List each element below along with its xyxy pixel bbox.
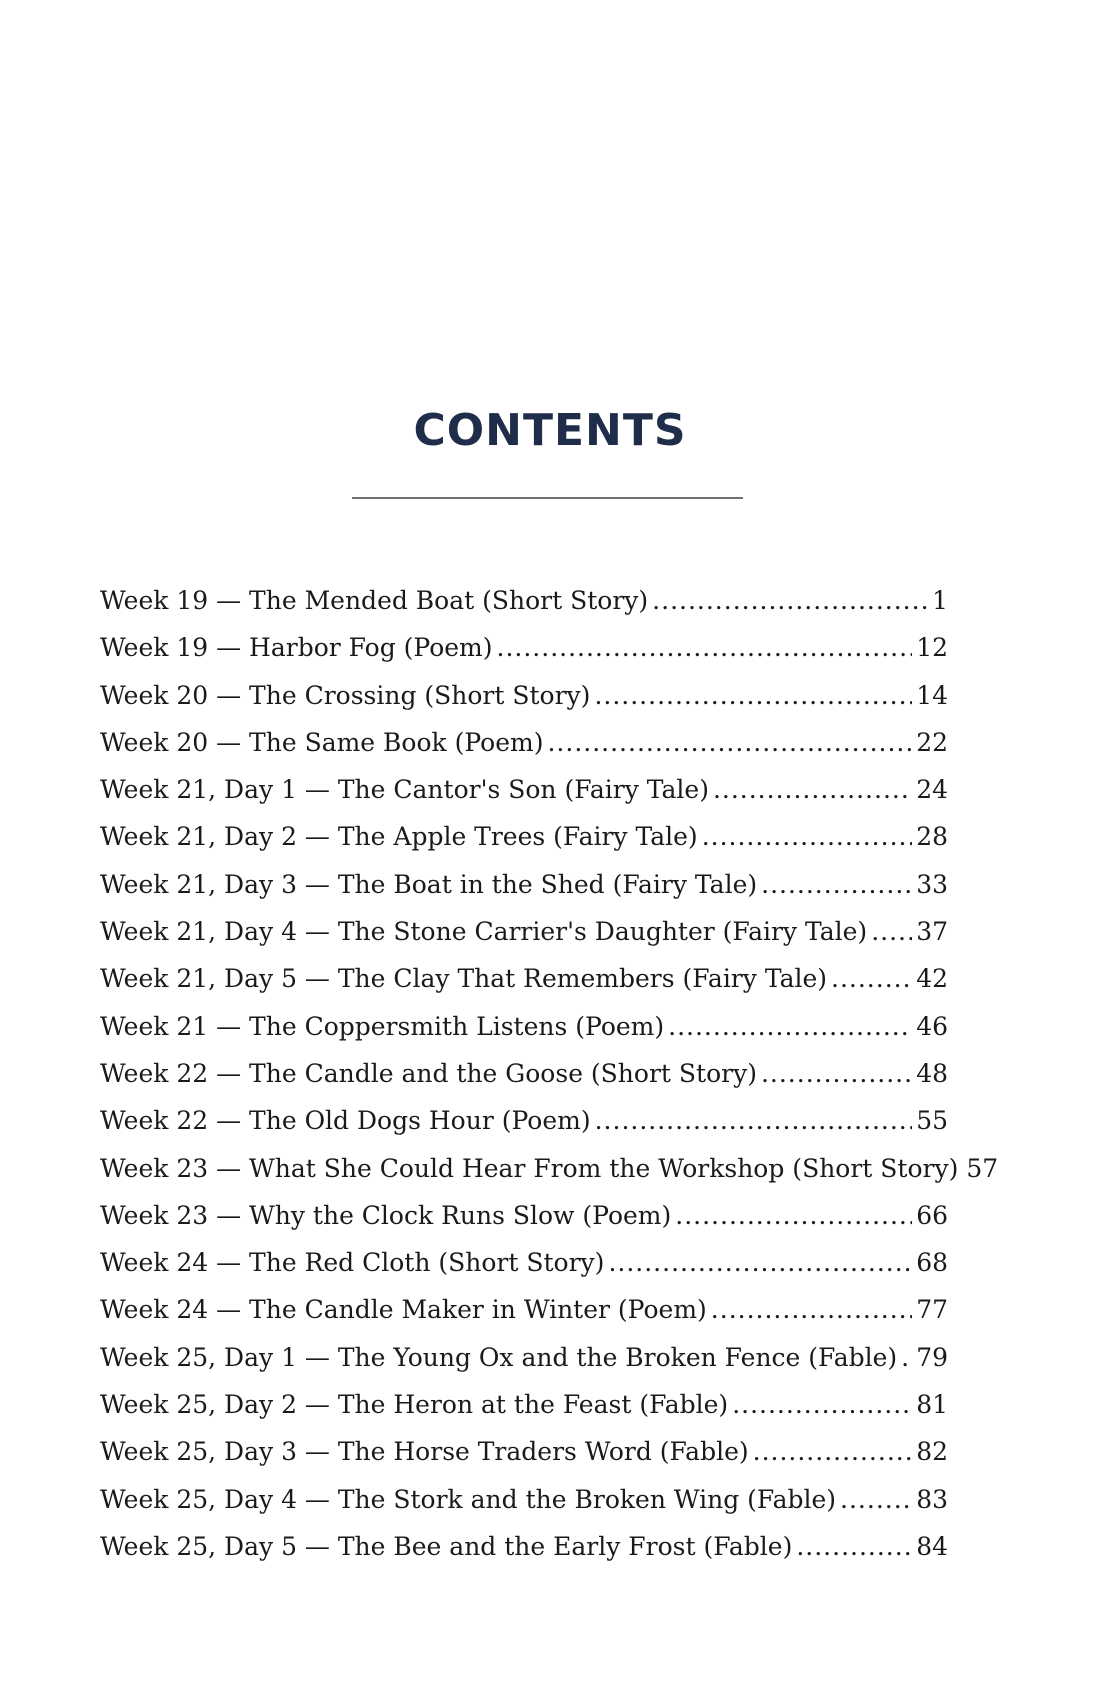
toc-dot-leader bbox=[732, 1381, 912, 1428]
toc-entry-title: Week 21, Day 5 — The Clay That Remembers (Fairy Tale) bbox=[100, 964, 828, 994]
toc-dot-leader bbox=[713, 766, 912, 813]
toc-entry[interactable] bbox=[100, 1381, 948, 1428]
toc-entry-title: Week 24 — The Red Cloth (Short Story) bbox=[100, 1248, 605, 1278]
toc-entry-title: Week 25, Day 4 — The Stork and the Broken Wing (Fable) bbox=[100, 1484, 837, 1514]
toc-entry-title: Week 21 — The Coppersmith Listens (Poem) bbox=[100, 1011, 665, 1041]
toc-entry[interactable] bbox=[100, 1192, 948, 1239]
toc-entry-page-number: 14 bbox=[916, 680, 948, 710]
toc-entry-page-number: 28 bbox=[916, 822, 948, 852]
toc-entry[interactable] bbox=[100, 1003, 948, 1050]
toc-entry-title: Week 21, Day 3 — The Boat in the Shed (Fairy Tale) bbox=[100, 869, 758, 899]
toc-entry-page-number: 84 bbox=[916, 1531, 948, 1561]
toc-entry-page-number: 77 bbox=[916, 1295, 948, 1325]
toc-entry-title: Week 22 — The Old Dogs Hour (Poem) bbox=[100, 1106, 591, 1136]
toc-entry-title: Week 22 — The Candle and the Goose (Short Story) bbox=[100, 1058, 757, 1088]
toc-entry-title: Week 25, Day 2 — The Heron at the Feast (Fable) bbox=[100, 1390, 729, 1420]
toc-dot-leader bbox=[711, 1286, 912, 1333]
toc-entry[interactable] bbox=[100, 1286, 948, 1333]
toc-entry-page-number: 82 bbox=[916, 1437, 948, 1467]
toc-dot-leader bbox=[761, 861, 912, 908]
toc-entry-title: Week 25, Day 1 — The Young Ox and the Broken Fence (Fable) bbox=[100, 1342, 898, 1372]
toc-entry[interactable] bbox=[100, 1097, 948, 1144]
toc-entry[interactable] bbox=[100, 1145, 999, 1192]
toc-entry-page-number: 55 bbox=[916, 1106, 948, 1136]
toc-entry-title: Week 25, Day 3 — The Horse Traders Word (Fable) bbox=[100, 1437, 749, 1467]
toc-entry[interactable] bbox=[100, 624, 948, 671]
toc-entry-title: Week 20 — The Crossing (Short Story) bbox=[100, 680, 591, 710]
toc-entry[interactable] bbox=[100, 861, 948, 908]
toc-entry-page-number: 79 bbox=[916, 1342, 948, 1372]
toc-dot-leader bbox=[753, 1428, 913, 1475]
toc-entry[interactable] bbox=[100, 1050, 948, 1097]
toc-dot-leader bbox=[761, 1050, 912, 1097]
toc-entry-page-number: 66 bbox=[916, 1200, 948, 1230]
toc-entry[interactable] bbox=[100, 955, 948, 1002]
title-divider bbox=[352, 497, 743, 499]
toc-entry-page-number: 33 bbox=[916, 869, 948, 899]
toc-entry-page-number: 22 bbox=[916, 727, 948, 757]
toc-dot-leader bbox=[796, 1523, 912, 1570]
toc-entry-page-number: 83 bbox=[916, 1484, 948, 1514]
toc-entry-page-number: 1 bbox=[932, 586, 948, 615]
toc-entry-title: Week 19 — The Mended Boat (Short Story) bbox=[100, 586, 649, 615]
toc-entry-title: Week 25, Day 5 — The Bee and the Early Frost (Fable) bbox=[100, 1531, 793, 1561]
toc-dot-leader bbox=[901, 1334, 912, 1381]
toc-dot-leader bbox=[497, 624, 913, 671]
toc-entry[interactable] bbox=[100, 908, 948, 955]
toc-entry-page-number: 24 bbox=[916, 775, 948, 805]
toc-entry[interactable] bbox=[100, 719, 948, 766]
toc-entry-title: Week 21, Day 1 — The Cantor's Son (Fairy Tale) bbox=[100, 775, 709, 805]
toc-entry-title: Week 19 — Harbor Fog (Poem) bbox=[100, 633, 493, 663]
toc-entry-page-number: 37 bbox=[916, 917, 948, 947]
toc-entry[interactable] bbox=[100, 766, 948, 813]
toc-entry-title: Week 20 — The Same Book (Poem) bbox=[100, 727, 544, 757]
toc-entry[interactable] bbox=[100, 577, 948, 624]
toc-dot-leader bbox=[702, 813, 913, 860]
toc-dot-leader bbox=[595, 1097, 913, 1144]
page-title: CONTENTS bbox=[413, 405, 687, 456]
toc-dot-leader bbox=[675, 1192, 912, 1239]
toc-dot-leader bbox=[668, 1003, 912, 1050]
toc-entry[interactable] bbox=[100, 672, 948, 719]
toc-dot-leader bbox=[840, 1476, 912, 1523]
toc-entry[interactable] bbox=[100, 1523, 948, 1570]
toc-entry-page-number: 48 bbox=[916, 1058, 948, 1088]
toc-entry[interactable] bbox=[100, 1334, 948, 1381]
table-of-contents bbox=[100, 577, 999, 1570]
toc-dot-leader bbox=[652, 577, 928, 624]
toc-entry[interactable] bbox=[100, 1239, 948, 1286]
toc-entry-title: Week 23 — What She Could Hear From the Workshop (Short Story) bbox=[100, 1153, 959, 1183]
toc-entry-page-number: 46 bbox=[916, 1011, 948, 1041]
toc-entry[interactable] bbox=[100, 1476, 948, 1523]
toc-entry[interactable] bbox=[100, 813, 948, 860]
toc-entry-page-number: 42 bbox=[916, 964, 948, 994]
toc-dot-leader bbox=[608, 1239, 912, 1286]
toc-entry-page-number: 81 bbox=[916, 1390, 948, 1420]
toc-entry-title: Week 21, Day 2 — The Apple Trees (Fairy Tale) bbox=[100, 822, 698, 852]
toc-entry[interactable] bbox=[100, 1428, 948, 1475]
toc-dot-leader bbox=[831, 955, 912, 1002]
toc-dot-leader bbox=[871, 908, 912, 955]
toc-entry-title: Week 24 — The Candle Maker in Winter (Poem) bbox=[100, 1295, 707, 1325]
toc-entry-title: Week 23 — Why the Clock Runs Slow (Poem) bbox=[100, 1200, 672, 1230]
toc-dot-leader bbox=[547, 719, 912, 766]
toc-entry-page-number: 12 bbox=[916, 633, 948, 663]
toc-dot-leader bbox=[594, 672, 912, 719]
toc-entry-title: Week 21, Day 4 — The Stone Carrier's Daughter (Fairy Tale) bbox=[100, 917, 868, 947]
toc-entry-page-number: 68 bbox=[916, 1248, 948, 1278]
toc-entry-page-number: 57 bbox=[966, 1153, 999, 1183]
